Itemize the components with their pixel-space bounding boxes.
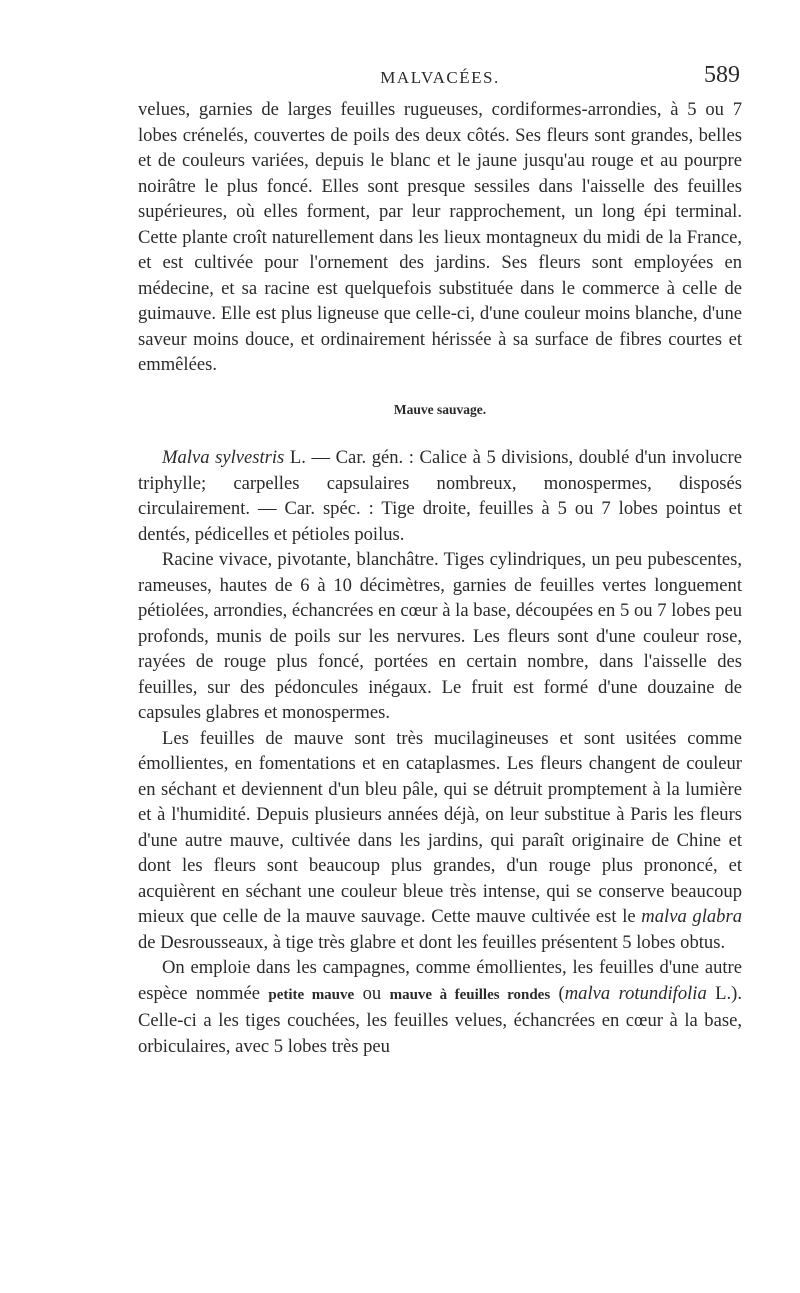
- page-number: 589: [704, 62, 740, 88]
- uses-text-2: de Desrousseaux, à tige très glabre et dont les feuilles présentent 5 lobes obtus.: [138, 931, 726, 953]
- species-characters: L. — Car. gén. : Calice à 5 divisions, doublé d'un involucre triphylle; carpelles capsulaires nombreux, monospermes, disposés circulairement. — Car. spéc. : Tige droite, feuilles à 5 ou 7 lobes pointus et dentés, pédicelles et pétioles poilus.: [138, 447, 742, 545]
- common-name-petite-mauve: petite mauve: [268, 986, 355, 1003]
- uses-text-1: Les feuilles de mauve sont très mucilagineuses et sont usitées comme émollientes, en fomentations et en cataplasmes. Les fleurs changent de couleur en séchant et deviennent d'un bleu pâle, qui se détruit promptement à la lumière et à l'humidité. Depuis plusieurs années déjà, on leur substitue à Paris les fleurs d'une autre mauve, cultivée dans les jardins, qui paraît originaire de Chine et dont les fleurs sont beaucoup plus grandes, d'un rouge plus prononcé, et acquièrent en séchant une couleur bleue très intense, qui se conserve beaucoup mieux que celle de la mauve sauvage. Cette mauve cultivée est le: [138, 727, 742, 927]
- root-description-paragraph: Racine vivace, pivotante, blanchâtre. Tiges cylindriques, un peu pubescentes, rameuses, hautes de 6 à 10 décimètres, garnies de feuilles vertes longuement pétiolées, arrondies, échancrées en cœur à la base, découpées en 5 ou 7 lobes peu profonds, munis de poils sur les nervures. Les fleurs sont d'une couleur rose, rayées de rouge plus foncé, portées en certain nombre, dans l'aisselle des feuilles, sur des pédoncules inégaux. Le fruit est formé d'une douzaine de capsules glabres et monospermes.: [138, 549, 742, 723]
- latin-name-glabra: malva glabra: [641, 906, 743, 927]
- species-name: Malva sylvestris: [162, 447, 285, 468]
- other-text-1: On emploie dans les campagnes, comme émollientes, les feuilles d'une autre espèce nommée: [138, 957, 742, 1004]
- other-species-paragraph: [138, 955, 742, 1059]
- paragraph-continued: velues, garnies de larges feuilles rugueuses, cordiformes-arrondies, à 5 ou 7 lobes crénelés, couvertes de poils des deux côtés. Ses fleurs sont grandes, belles et de couleurs variées, depuis le blanc et le jaune jusqu'au rouge et au pourpre noirâtre le plus foncé. Elles sont presque sessiles dans l'aisselle des feuilles supérieures, où elles forment, par leur rapprochement, un long épi terminal. Cette plante croît naturellement dans les lieux montagneux du midi de la France, et est cultivée pour l'ornement des jardins. Ses fleurs sont employées en médecine, et sa racine est quelquefois substituée dans le commerce à celle de guimauve. Elle est plus ligneuse que celle-ci, d'une couleur moins blanche, d'une saveur moins douce, et ordinairement hérissée à sa surface de fibres courtes et emmêlées.: [138, 99, 742, 375]
- latin-name-rotundifolia: malva rotundifolia: [564, 982, 707, 1004]
- running-title: MALVACÉES.: [380, 68, 500, 87]
- section-heading: Mauve sauvage.: [393, 401, 487, 417]
- common-name-feuilles-rondes: mauve à feuilles rondes: [389, 986, 551, 1003]
- other-text-3: (: [550, 982, 565, 1004]
- other-text-4: L.). Celle-ci a les tiges couchées, les feuilles velues, échancrées en cœur à la base, orbiculaires, avec 5 lobes très peu: [138, 982, 742, 1057]
- species-description: [138, 445, 742, 547]
- page-header: [140, 62, 740, 94]
- body-text: [138, 97, 742, 1059]
- uses-paragraph: [138, 726, 742, 956]
- other-text-2: ou: [354, 982, 390, 1004]
